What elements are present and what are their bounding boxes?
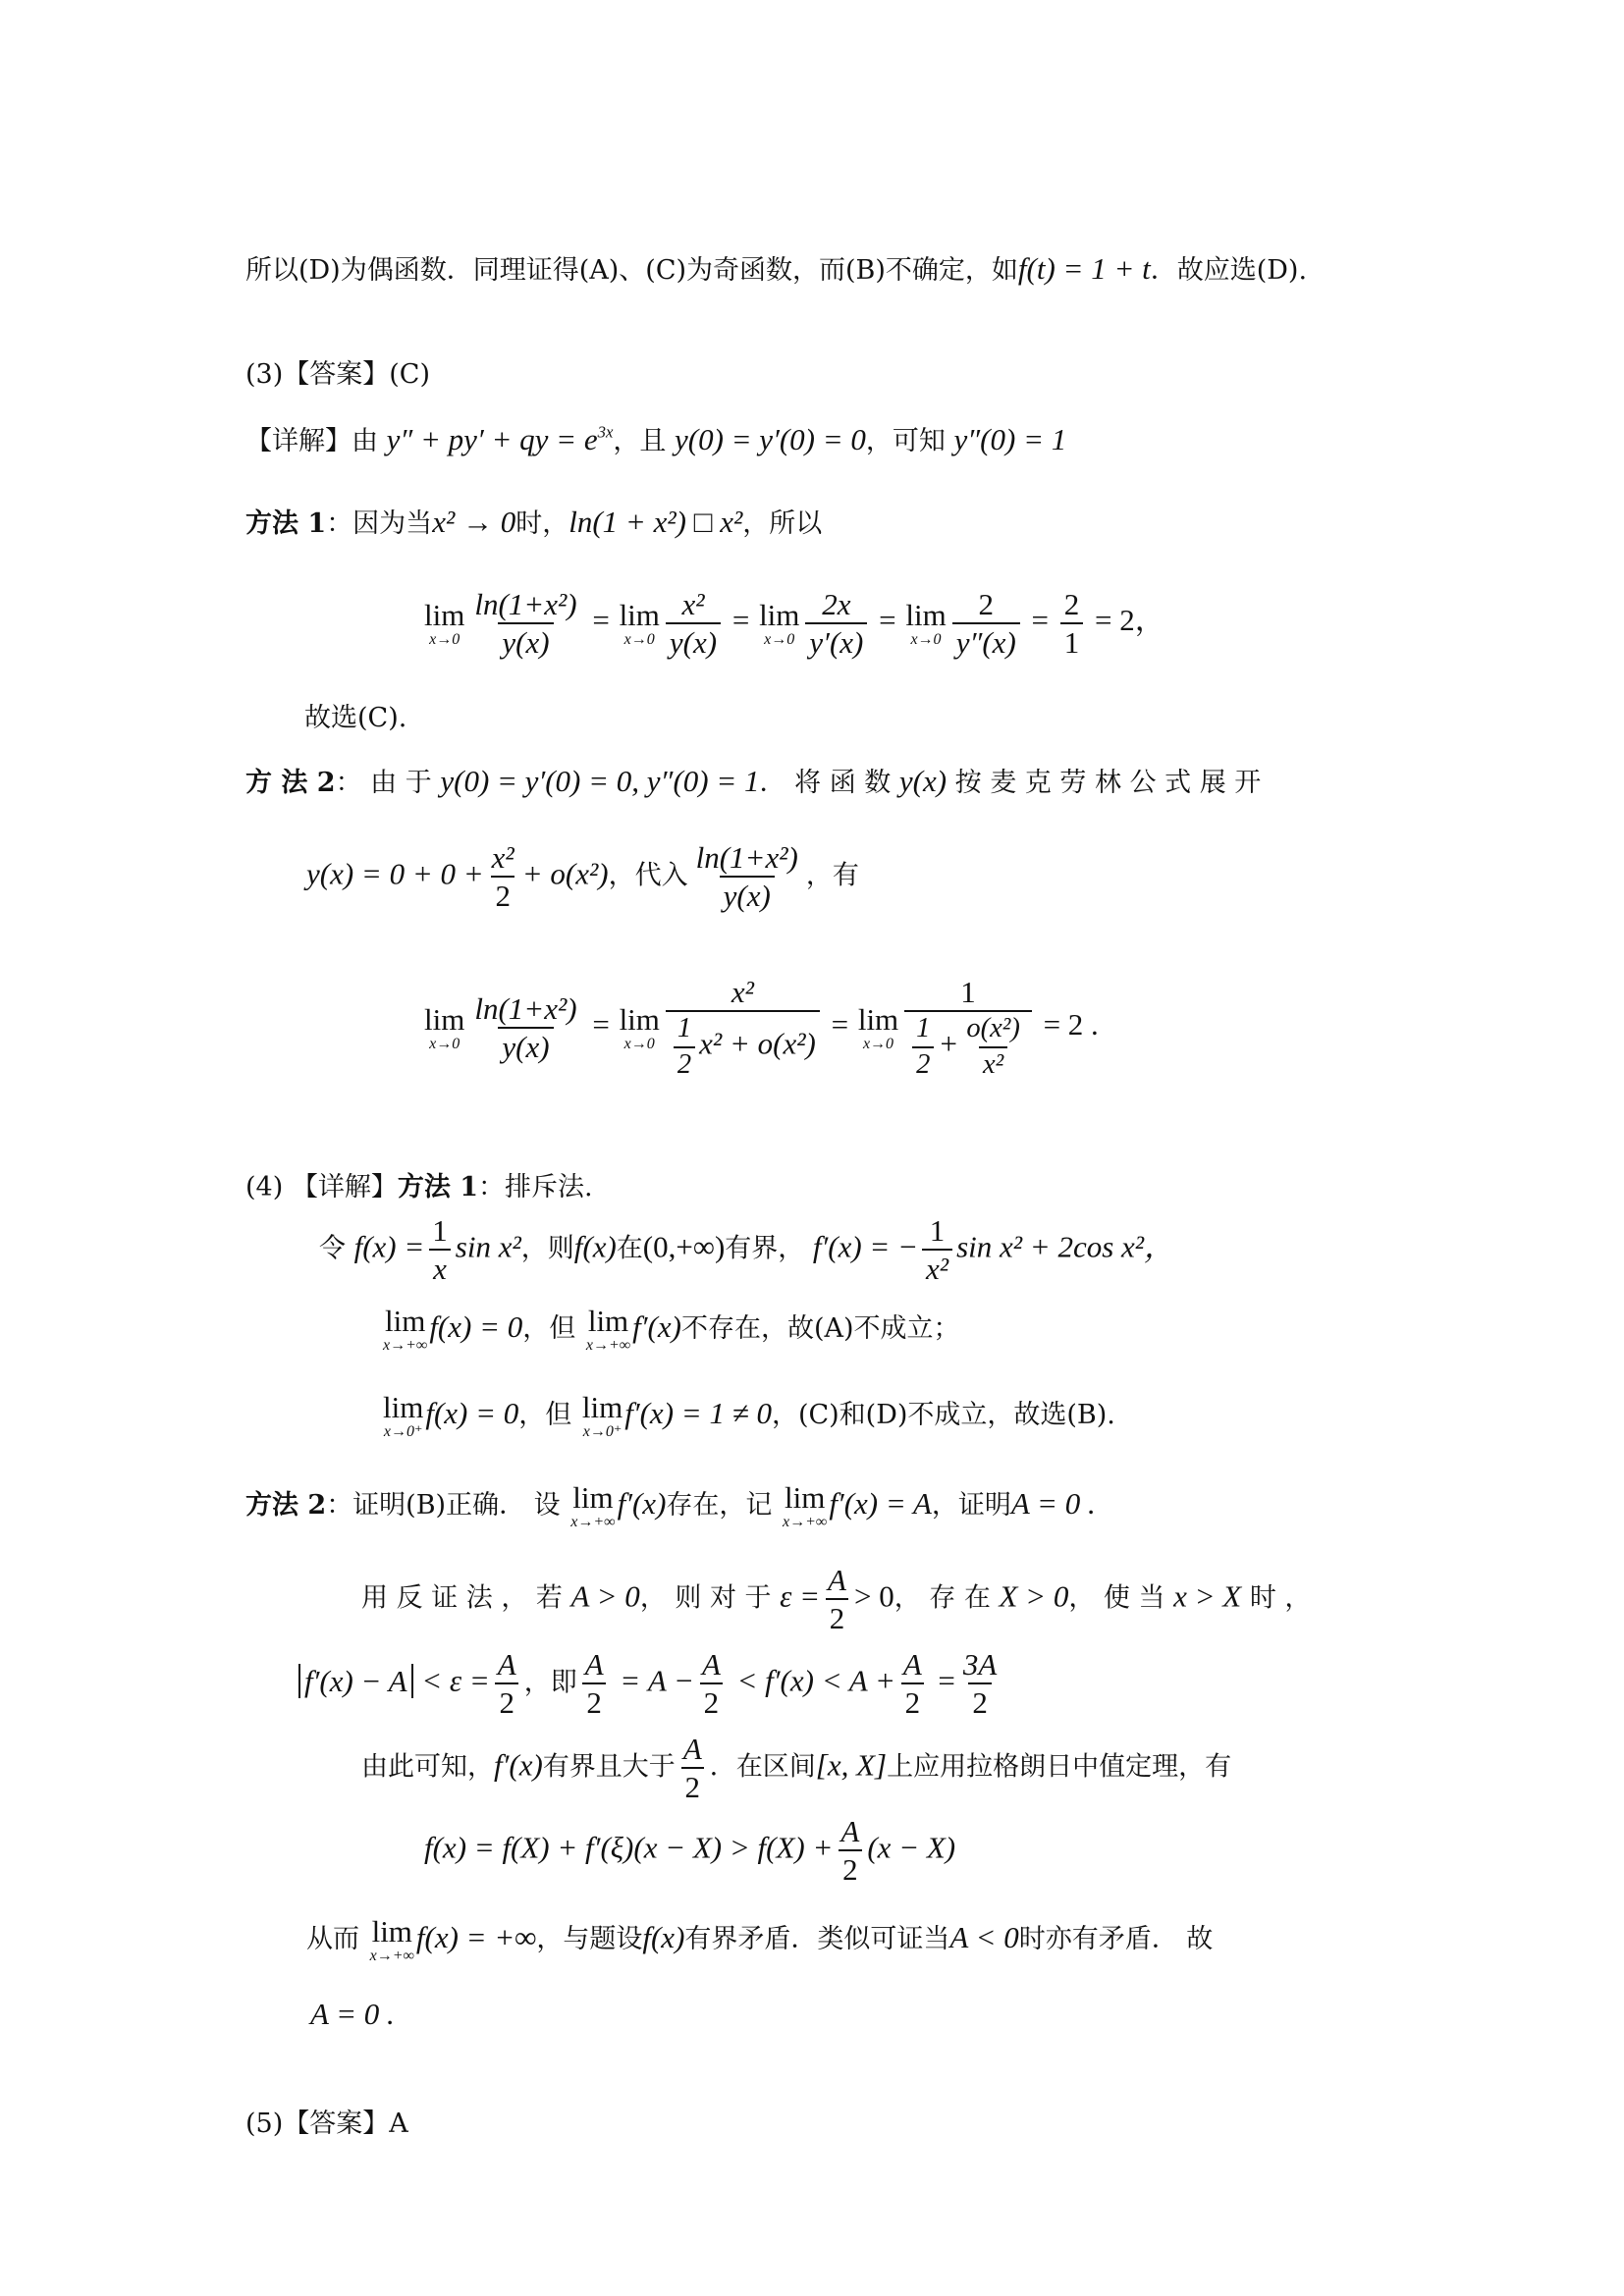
text: ： 由 于	[335, 768, 432, 798]
math-ode: y″ + py′ + qy = e	[386, 422, 598, 456]
text: ，有	[805, 860, 859, 891]
math: f(x) = +∞	[415, 1920, 537, 1954]
math: + o(x²)	[521, 856, 609, 891]
text: 有界，	[725, 1233, 805, 1264]
text: ：因为当	[326, 508, 433, 539]
math: A > 0	[570, 1578, 640, 1614]
math: f(x) = 0	[425, 1396, 519, 1430]
math: [x, X]	[815, 1747, 888, 1783]
fraction: $\frac{2x}{y'(x)}$	[805, 589, 867, 658]
fraction: $\frac{A}{2}$	[899, 1649, 926, 1718]
text: 【详解】由	[245, 426, 378, 456]
math-know: y″(0) = 1	[953, 422, 1067, 456]
math: =	[938, 1663, 955, 1698]
math: ln(1 + x²) □ x²	[568, 505, 743, 539]
fraction: x² $\frac{1}{2}$ x² + o(x²)	[666, 977, 820, 1079]
text: 从而	[306, 1924, 359, 1954]
method-label: 方 法 2	[245, 768, 336, 798]
fraction: $\frac{A}{2}$	[581, 1649, 608, 1718]
text: ．故应选(D).	[1150, 255, 1308, 286]
q3-detail-line	[245, 424, 1066, 454]
q4-definition-line	[319, 1215, 1174, 1284]
fraction: $\frac{\text{x²}}{2}$	[491, 840, 514, 913]
text: (4) 【详解】	[245, 1172, 398, 1202]
limit-operator: lim x→0⁺	[383, 1390, 424, 1440]
math: f(x)	[642, 1920, 685, 1954]
text: ，证明	[931, 1490, 1011, 1521]
q3-answer: (3)【答案】(C)	[245, 359, 430, 390]
q4-hence-line	[361, 1734, 1231, 1802]
text: ，且	[613, 426, 667, 456]
line-odd-even-conclusion	[245, 253, 1307, 284]
text: 时，	[515, 508, 569, 539]
math: (0,+∞)	[642, 1229, 726, 1264]
q4-limit-line-1	[381, 1306, 960, 1354]
limit-operator: lim x→0	[619, 597, 660, 648]
limit-operator: lim x→+∞	[369, 1914, 414, 1964]
math-cond: y(0) = y′(0) = 0	[674, 422, 866, 456]
text: 不存在，故(A)不成立；	[680, 1313, 960, 1344]
text: 令	[319, 1233, 346, 1264]
math: f(x) = 0	[429, 1309, 523, 1344]
text: 存在，记	[666, 1490, 773, 1521]
text: ：排斥法.	[478, 1172, 593, 1202]
text: ，与题设	[536, 1924, 643, 1954]
math: ε =	[780, 1578, 821, 1614]
q4-mvt-equation	[424, 1816, 955, 1885]
q4-contradiction-line	[361, 1565, 1311, 1633]
result: = 2，	[1095, 603, 1165, 638]
math: (x − X)	[867, 1830, 956, 1865]
math: < f′(x) < A +	[736, 1663, 895, 1698]
math: y(x) = 0 + 0 +	[306, 856, 484, 891]
q5-answer: (5)【答案】A	[245, 2109, 408, 2139]
q3-limit-equation-1: lim x→0 $\frac{\text{ln(1+x²)}}{y(x)}$ = lim x→0 $\frac{\text{x²}}{y(x)}$ = lim x→0 $\frac{2x}{y'(x)}$ = lim x→0 $\frac{2}{y''(x)}$ = $\frac{2}{1}$ = 2，	[424, 587, 1165, 660]
text: ， 存 在	[893, 1582, 991, 1614]
text: 用 反 证 法 ， 若	[361, 1582, 563, 1614]
method-label: 方法 2	[245, 1490, 327, 1521]
fraction: $\frac{\text{x²}}{y(x)}$	[666, 589, 721, 658]
result: = 2 .	[1043, 1007, 1099, 1042]
math: A < 0	[949, 1920, 1019, 1954]
text: ，即	[523, 1667, 577, 1698]
math: x > X	[1173, 1578, 1242, 1614]
math: f′(x)	[617, 1486, 667, 1521]
q4-limit-line-2	[381, 1392, 1115, 1440]
fraction: $\frac{3A}{2}$	[962, 1647, 998, 1720]
limit-operator: lim x→0	[759, 597, 800, 648]
math: f′(x) = −	[812, 1229, 919, 1264]
text: 时 ，	[1249, 1582, 1312, 1614]
fraction: $\frac{A}{2}$	[698, 1649, 725, 1718]
limit-operator: lim x→0	[857, 1001, 899, 1052]
fraction: $\frac{2}{1}$	[1060, 589, 1084, 658]
math: = A −	[620, 1663, 694, 1698]
math: f′(x) = 1 ≠ 0	[624, 1396, 772, 1430]
math: A = 0 .	[1010, 1486, 1096, 1521]
q4-inequality-line	[298, 1649, 1004, 1718]
text: ，但	[522, 1313, 576, 1344]
q3-method1-line	[245, 507, 822, 537]
math-exp: 3x	[597, 422, 614, 442]
limit-operator: lim x→+∞	[783, 1480, 828, 1530]
fraction: $\frac{1}{x}$	[428, 1215, 452, 1284]
math: f(x) =	[353, 1229, 425, 1264]
fraction: $\frac{2}{y''(x)}$	[952, 589, 1020, 658]
math: < ε =	[421, 1663, 490, 1698]
q4-final: A = 0 .	[310, 1997, 395, 2031]
q3-method1-conclusion: 故选(C).	[304, 703, 407, 733]
text: ，但	[518, 1400, 572, 1430]
limit-operator: lim x→0⁺	[581, 1390, 623, 1440]
fraction: $\frac{A}{2}$	[494, 1649, 520, 1718]
text: 有界且大于	[542, 1751, 676, 1783]
math: f′(x)	[632, 1309, 681, 1344]
method-label: 方法 1	[397, 1172, 479, 1202]
math: X > 0	[999, 1578, 1069, 1614]
limit-operator: lim x→0	[424, 597, 465, 648]
limit-operator: lim x→0	[619, 1001, 660, 1052]
math: y(x)	[898, 764, 947, 798]
math: f(x) = f(X) + f′(ξ)(x − X) > f(X) +	[424, 1830, 834, 1865]
math: sin x² + 2cos x²，	[956, 1229, 1175, 1264]
text: 时亦有矛盾． 故	[1018, 1924, 1214, 1954]
fraction: $\frac{\text{ln(1+x²)}}{y(x)}$	[474, 991, 577, 1065]
text: ：证明(B)正确． 设	[326, 1490, 561, 1521]
math: y(0) = y′(0) = 0, y″(0) = 1	[440, 764, 760, 798]
fraction: $\frac{A}{2}$	[824, 1565, 850, 1633]
text: 所以(D)为偶函数．同理证得(A)、(C)为奇函数，而(B)不确定，如	[245, 255, 1018, 286]
text: ，可知	[865, 426, 946, 456]
limit-operator: lim x→+∞	[383, 1304, 428, 1354]
fraction: $\frac{\text{ln(1+x²)}}{y(x)}$	[695, 840, 798, 913]
fraction: $\frac{1}{\text{x²}}$	[922, 1215, 952, 1284]
text: ，(C)和(D)不成立，故选(B).	[771, 1400, 1115, 1430]
text: ，则	[520, 1233, 574, 1264]
math: f′(x)	[494, 1747, 543, 1783]
limit-operator: lim x→0	[905, 597, 947, 648]
q3-method2-line	[245, 766, 1261, 796]
fraction: $\frac{A}{2}$	[679, 1734, 706, 1802]
fraction: $\frac{A}{2}$	[837, 1816, 863, 1885]
method-label: 方法 1	[245, 508, 327, 539]
fraction: 1 $\frac{1}{2}$ + $\frac{\text{o(x²)}}{\text{x²}}$	[904, 977, 1032, 1079]
math: f′(x) = A	[829, 1486, 932, 1521]
text: ， 则 对 于	[639, 1582, 772, 1614]
q4-method2-line	[245, 1482, 1096, 1530]
text: 有界矛盾．类似可证当	[684, 1924, 950, 1954]
text: ，所以	[742, 508, 823, 539]
text: 由此可知，	[361, 1751, 494, 1783]
math: f(t) = 1 + t	[1017, 251, 1151, 286]
math: x² → 0	[432, 505, 516, 539]
text: ． 将 函 数	[759, 768, 892, 798]
math: f(x)	[573, 1229, 617, 1264]
text: ，代入	[608, 860, 688, 891]
text: 按 麦 克 劳 林 公 式 展 开	[954, 768, 1262, 798]
text: ， 使 当	[1068, 1582, 1165, 1614]
math: > 0	[853, 1578, 894, 1614]
text: ．在区间	[709, 1751, 816, 1783]
q4-head-line	[245, 1174, 593, 1201]
math-abs: f′(x) − A	[298, 1664, 413, 1698]
text: 在	[616, 1233, 643, 1264]
limit-operator: lim x→+∞	[570, 1480, 616, 1530]
math: sin x²	[455, 1229, 521, 1264]
limit-operator: lim x→0	[424, 1001, 465, 1052]
fraction: $\frac{\text{ln(1+x²)}}{y(x)}$	[474, 587, 577, 660]
q3-expansion-line	[306, 842, 859, 911]
q4-therefore-line	[306, 1916, 1213, 1964]
q3-limit-equation-2: lim x→0 $\frac{\text{ln(1+x²)}}{y(x)}$ = lim x→0 x² $\frac{1}{2}$ x² + o(x²) = lim x→0 1 $\frac{1}{2}$ + $\frac{\text{o(x²)}}{\text{x²}}$ = 2 .	[424, 975, 1099, 1080]
limit-operator: lim x→+∞	[585, 1304, 631, 1354]
text: 上应用拉格朗日中值定理，有	[887, 1751, 1232, 1783]
